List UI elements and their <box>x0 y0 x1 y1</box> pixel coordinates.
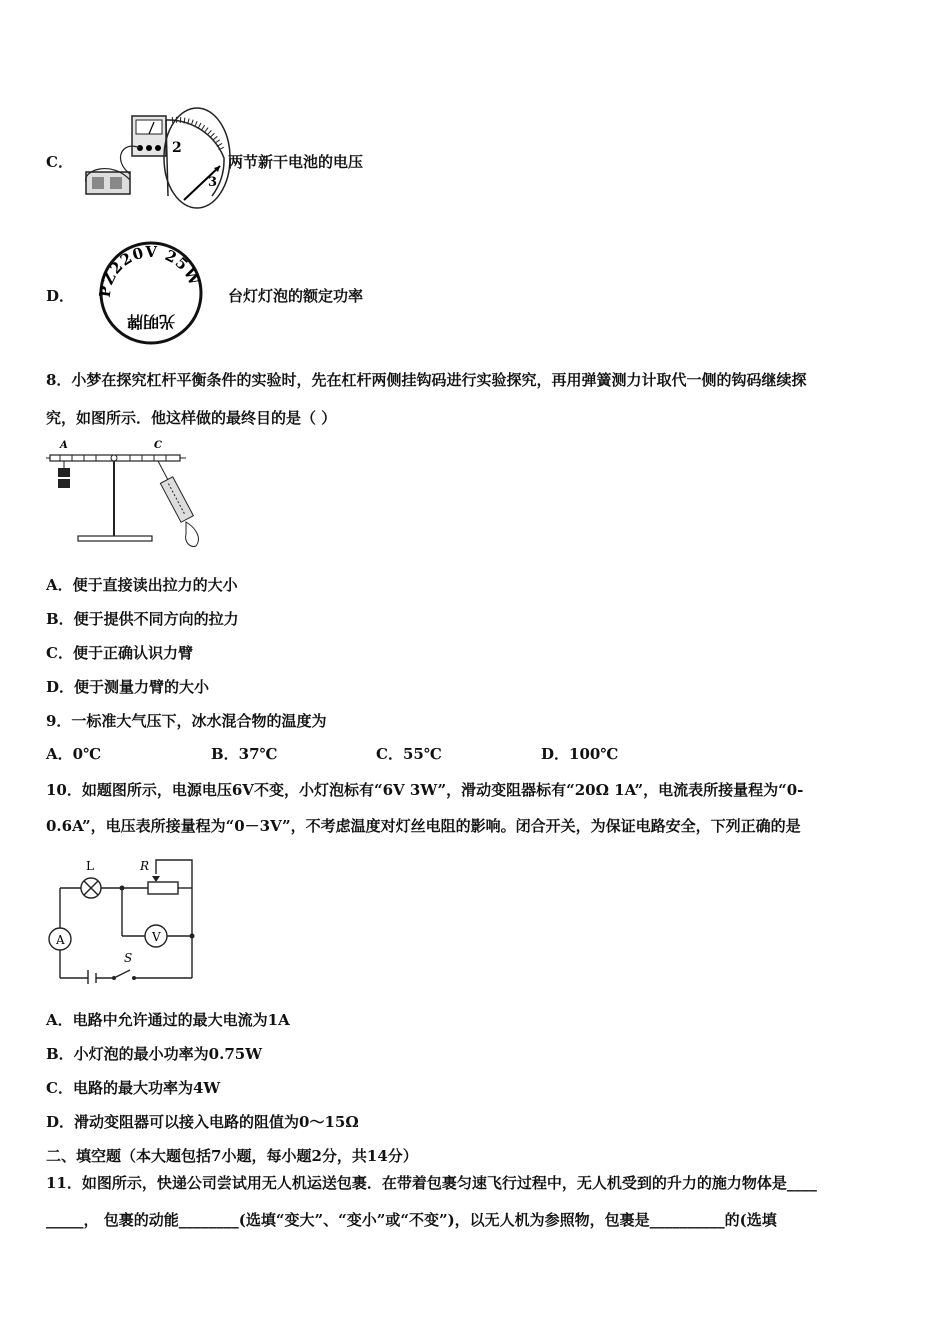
section2-heading: 二、填空题（本大题包括7小题，每小题2分，共14分） <box>46 1147 418 1165</box>
q8-stem-line2: 究，如图所示．他这样做的最终目的是（ ） <box>46 409 337 427</box>
circuit-label-v: V <box>152 930 161 944</box>
option-c-text: 两节新干电池的电压 <box>228 153 364 171</box>
q9-option-a: A．0℃ <box>46 745 102 763</box>
q10-option-d: D．滑动变阻器可以接入电路的阻值为0～15Ω <box>46 1113 359 1131</box>
circuit-label-l: L <box>86 859 94 873</box>
lever-label-a: A <box>60 440 68 451</box>
q8-option-b: B．便于提供不同方向的拉力 <box>46 610 239 628</box>
q8-option-a: A．便于直接读出拉力的大小 <box>46 576 238 594</box>
circuit-label-s: S <box>124 951 133 965</box>
q8-stem-line1: 8．小梦在探究杠杆平衡条件的实验时，先在杠杆两侧挂钩码进行实验探究，再用弹簧测力计取代一侧的钩码继续探 <box>46 371 807 389</box>
q10-option-a: A．电路中允许通过的最大电流为1A <box>46 1011 290 1029</box>
bulb-brand-text: 光明牌 <box>126 312 176 331</box>
meter-scale-2: 2 <box>172 140 182 156</box>
q10-stem-line1: 10．如题图所示，电源电压6V不变，小灯泡标有“6V 3W”，滑动变阻器标有“20Ω 1A”，电流表所接量程为“0- <box>46 781 804 799</box>
q10-option-c: C．电路的最大功率为4W <box>46 1079 221 1097</box>
option-d-label: D． <box>46 287 75 305</box>
q10-option-b: B．小灯泡的最小功率为0.75W <box>46 1045 263 1063</box>
lever-label-c: C <box>154 440 162 451</box>
q9-option-b: B．37℃ <box>211 745 278 763</box>
meter-scale-3: 3 <box>208 175 218 190</box>
q8-option-d: D．便于测量力臂的大小 <box>46 678 210 696</box>
bulb-stamp-figure <box>96 240 206 346</box>
q10-stem-line2: 0.6A”，电压表所接量程为“0－3V”，不考虑温度对灯丝电阻的影响。闭合开关，为保证电路安全，下列正确的是 <box>46 817 801 835</box>
circuit-label-a: A <box>56 933 65 947</box>
option-d-text: 台灯灯泡的额定功率 <box>228 287 364 305</box>
q9-stem: 9．一标准大气压下，冰水混合物的温度为 <box>46 712 327 730</box>
q9-option-d: D．100℃ <box>541 745 619 763</box>
option-c-label: C． <box>46 153 73 171</box>
voltmeter-figure <box>72 100 232 210</box>
circuit-label-r: R <box>140 859 150 873</box>
q11-stem-line1: 11．如图所示，快递公司尝试用无人机运送包裹．在带着包裹匀速飞行过程中，无人机受到的升力的施力物体是____ <box>46 1174 817 1192</box>
q8-option-c: C．便于正确认识力臂 <box>46 644 193 662</box>
circuit-figure <box>44 854 200 984</box>
q9-option-c: C．55℃ <box>376 745 442 763</box>
bulb-rating-text: PZ220V 25W <box>96 242 205 299</box>
lever-figure <box>46 438 218 550</box>
q11-stem-line2: _____， 包裹的动能________(选填“变大”、“变小”或“不变”)，以无人机为参照物，包裹是__________的(选填 <box>46 1211 777 1229</box>
